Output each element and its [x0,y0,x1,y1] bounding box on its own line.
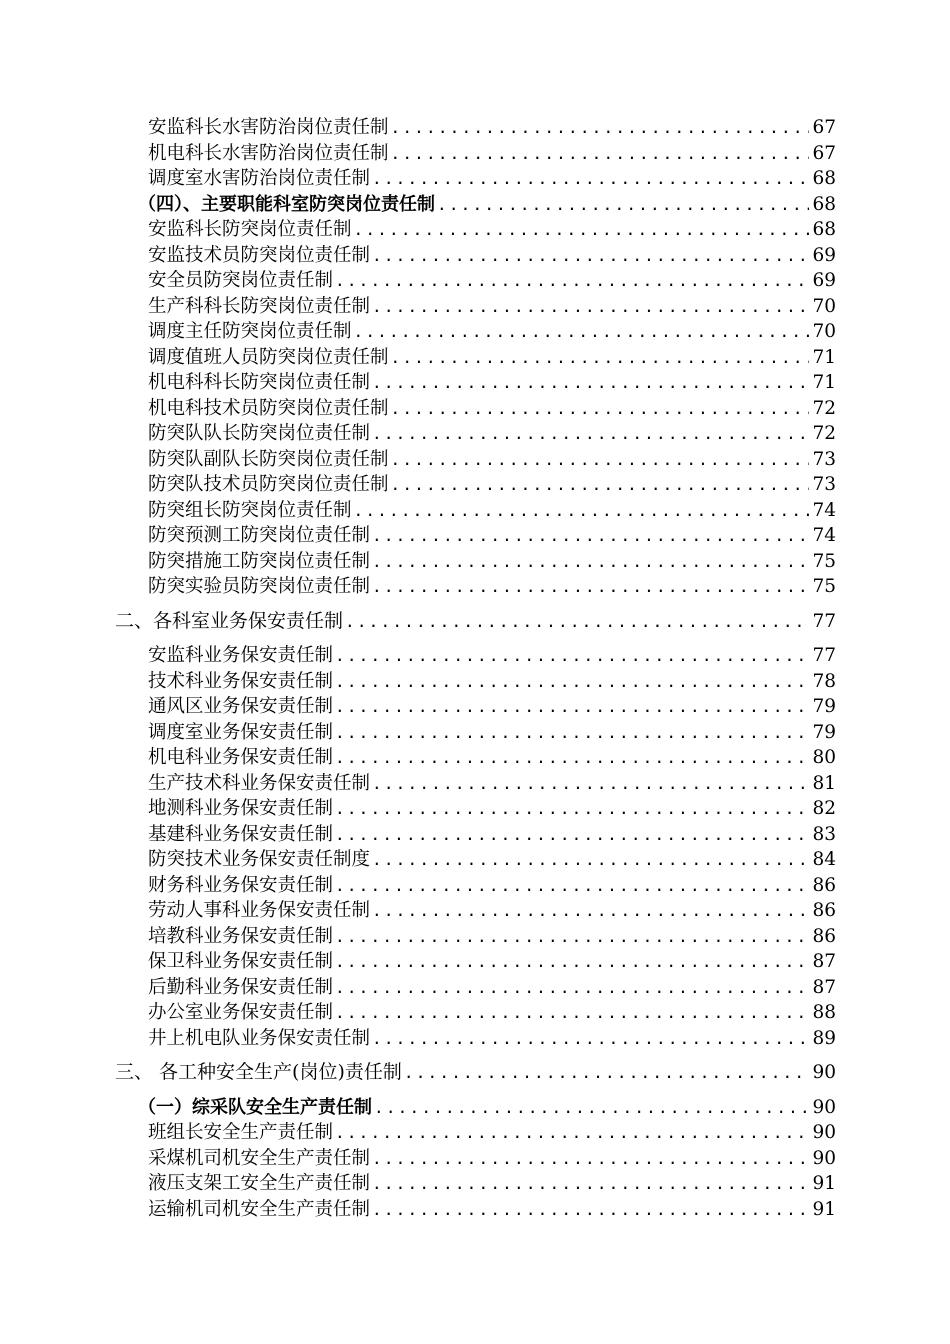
toc-entry[interactable] [0,796,950,822]
toc-entry-title: 地测科业务保安责任制 [148,798,334,819]
toc-entry-page-number: 72 [812,397,836,419]
toc-entry-title: 防突预测工防突岗位责任制 [148,525,371,546]
dot-leader [372,1197,809,1223]
toc-entry-title: 防突队技术员防突岗位责任制 [148,474,389,495]
toc-entry[interactable] [0,1060,950,1086]
toc-entry[interactable] [0,669,950,695]
toc-entry-title: 安监科业务保安责任制 [148,645,334,666]
toc-entry-title: 生产技术科业务保安责任制 [148,772,371,794]
dot-leader [391,141,810,167]
dot-leader [335,1000,809,1026]
toc-entry-page-number: 68 [812,219,836,240]
dot-leader [372,847,809,873]
toc-entry[interactable] [0,847,950,873]
toc-entry-page-number: 71 [812,372,836,393]
toc-entry[interactable] [0,243,950,269]
toc-entry-page-number: 84 [812,849,836,870]
toc-entry[interactable] [0,949,950,975]
dot-leader [345,609,809,635]
toc-entry-page-number: 72 [812,423,836,444]
toc-entry-title: 调度室水害防治岗位责任制 [148,168,371,189]
toc-entry-title: 防突措施工防突岗位责任制 [148,550,371,572]
toc-entry-title: 保卫科业务保安责任制 [148,951,334,972]
toc-entry-page-number: 90 [812,1147,836,1169]
toc-entry-page-number: 77 [812,645,836,666]
dot-leader [335,268,809,294]
toc-entry-page-number: 91 [812,1198,836,1220]
toc-entry-title: 机电科技术员防突岗位责任制 [148,397,389,419]
toc-entry[interactable] [0,574,950,600]
dot-leader [372,898,809,924]
table-of-contents [0,115,950,1222]
toc-entry[interactable] [0,345,950,371]
toc-entry-title: 基建科业务保安责任制 [148,823,334,845]
toc-entry[interactable] [0,924,950,950]
toc-entry[interactable] [0,396,950,422]
toc-entry-page-number: 74 [812,499,836,521]
dot-leader [372,771,809,797]
toc-entry-title: 液压支架工安全生产责任制 [148,1173,371,1194]
toc-entry-page-number: 75 [812,550,836,572]
toc-entry-title: 二、各科室业务保安责任制 [115,609,344,632]
toc-entry-title: 运输机司机安全生产责任制 [148,1198,371,1220]
toc-entry-page-number: 67 [812,117,836,138]
toc-entry[interactable] [0,694,950,720]
dot-leader [335,720,809,746]
toc-entry-page-number: 90 [812,1122,836,1143]
toc-entry-title: 防突实验员防突岗位责任制 [148,576,371,597]
dot-leader [372,166,809,192]
toc-entry[interactable] [0,720,950,746]
dot-leader [335,796,809,822]
toc-entry-page-number: 68 [812,168,836,189]
toc-entry-title: 财务科业务保安责任制 [148,874,334,896]
toc-entry-title: 三、 各工种安全生产(岗位)责任制 [115,1061,402,1083]
dot-leader [335,694,809,720]
toc-entry-title: 机电科业务保安责任制 [148,747,334,768]
toc-entry-title: 安监科长防突岗位责任制 [148,219,352,240]
toc-entry-title: 办公室业务保安责任制 [148,1002,334,1023]
dot-leader [335,1120,809,1146]
dot-leader [335,873,809,899]
toc-entry[interactable] [0,268,950,294]
toc-entry[interactable] [0,975,950,1001]
toc-entry-title: 防突技术业务保安责任制度 [148,849,371,870]
toc-entry-page-number: 78 [812,670,836,692]
dot-leader [391,396,810,422]
dot-leader [391,115,810,141]
toc-entry[interactable] [0,523,950,549]
dot-leader [372,523,809,549]
dot-leader [437,192,809,218]
dot-leader [391,345,810,371]
toc-entry-title: 防突队副队长防突岗位责任制 [148,448,389,470]
toc-entry[interactable] [0,421,950,447]
toc-entry-page-number: 87 [812,951,836,972]
dot-leader [335,924,809,950]
toc-entry-page-number: 80 [812,747,836,768]
toc-entry-page-number: 70 [812,321,836,342]
toc-entry[interactable] [0,873,950,899]
toc-entry-title: （一）综采队安全生产责任制 [138,1096,372,1118]
toc-entry[interactable] [0,115,950,141]
toc-entry-title: 通风区业务保安责任制 [148,696,334,717]
toc-entry-page-number: 69 [812,270,836,291]
toc-entry-title: 劳动人事科业务保安责任制 [148,900,371,921]
dot-leader [335,949,809,975]
dot-leader [335,822,809,848]
toc-entry[interactable] [0,822,950,848]
toc-entry-page-number: 82 [812,798,836,819]
toc-entry-page-number: 68 [812,193,836,215]
dot-leader [372,294,809,320]
toc-entry-page-number: 86 [812,925,836,947]
toc-entry[interactable] [0,1197,950,1223]
toc-entry-page-number: 79 [812,721,836,743]
toc-entry-title: 生产科科长防突岗位责任制 [148,295,371,317]
toc-entry-title: （四）、主要职能科室防突岗位责任制 [138,193,435,215]
toc-entry-title: 安监技术员防突岗位责任制 [148,244,371,266]
toc-entry-page-number: 83 [812,823,836,845]
toc-entry-page-number: 69 [812,244,836,266]
toc-entry[interactable] [0,1171,950,1197]
toc-entry[interactable] [0,498,950,524]
dot-leader [372,1146,809,1172]
toc-entry-page-number: 86 [812,874,836,896]
toc-entry-title: 调度主任防突岗位责任制 [148,321,352,342]
dot-leader [374,1095,809,1121]
dot-leader [354,217,810,243]
toc-entry-title: 采煤机司机安全生产责任制 [148,1147,371,1169]
toc-entry[interactable] [0,1120,950,1146]
toc-entry[interactable] [0,217,950,243]
toc-entry-title: 培教科业务保安责任制 [148,925,334,947]
toc-entry[interactable] [0,319,950,345]
dot-leader [372,421,809,447]
toc-entry[interactable] [0,472,950,498]
toc-entry-page-number: 73 [812,448,836,470]
toc-entry[interactable] [0,898,950,924]
toc-entry-title: 机电科科长防突岗位责任制 [148,372,371,393]
toc-entry-title: 井上机电队业务保安责任制 [148,1027,371,1049]
toc-entry-title: 调度室业务保安责任制 [148,721,334,743]
toc-entry-title: 安监科长水害防治岗位责任制 [148,117,389,138]
dot-leader [404,1060,810,1086]
toc-entry-page-number: 90 [812,1096,836,1118]
dot-leader [372,574,809,600]
toc-entry-page-number: 74 [812,525,836,546]
dot-leader [372,1026,809,1052]
toc-entry[interactable] [0,447,950,473]
toc-entry-page-number: 75 [812,576,836,597]
toc-entry-page-number: 88 [812,1002,836,1023]
toc-entry[interactable] [0,294,950,320]
toc-entry-page-number: 87 [812,976,836,998]
toc-entry-title: 机电科长水害防治岗位责任制 [148,142,389,164]
toc-entry[interactable] [0,370,950,396]
dot-leader [354,498,810,524]
dot-leader [335,643,809,669]
toc-entry-page-number: 70 [812,295,836,317]
toc-entry[interactable] [0,1146,950,1172]
dot-leader [372,243,809,269]
dot-leader [335,669,809,695]
toc-entry-page-number: 81 [812,772,836,794]
toc-entry-page-number: 86 [812,900,836,921]
toc-entry-page-number: 90 [812,1062,836,1083]
toc-entry-page-number: 91 [812,1173,836,1194]
toc-entry[interactable] [0,745,950,771]
toc-entry-title: 防突组长防突岗位责任制 [148,499,352,521]
toc-entry[interactable] [0,643,950,669]
dot-leader [335,745,809,771]
toc-entry[interactable] [0,1026,950,1052]
toc-entry[interactable] [0,549,950,575]
toc-entry[interactable] [0,166,950,192]
toc-entry[interactable] [0,141,950,167]
toc-entry-title: 技术科业务保安责任制 [148,670,334,692]
toc-entry-page-number: 79 [812,696,836,717]
dot-leader [354,319,810,345]
dot-leader [391,447,810,473]
toc-entry-page-number: 67 [812,142,836,164]
toc-entry-title: 防突队队长防突岗位责任制 [148,423,371,444]
toc-entry-title: 安全员防突岗位责任制 [148,270,334,291]
toc-entry[interactable] [0,1095,950,1121]
dot-leader [391,472,810,498]
dot-leader [372,370,809,396]
toc-entry[interactable] [0,192,950,218]
toc-entry[interactable] [0,609,950,635]
toc-entry-title: 调度值班人员防突岗位责任制 [148,346,389,368]
toc-entry-page-number: 71 [812,346,836,368]
toc-entry-page-number: 89 [812,1027,836,1049]
toc-entry[interactable] [0,1000,950,1026]
dot-leader [372,1171,809,1197]
dot-leader [335,975,809,1001]
toc-entry-page-number: 73 [812,474,836,495]
toc-entry-title: 班组长安全生产责任制 [148,1122,334,1143]
dot-leader [372,549,809,575]
toc-entry-page-number: 77 [812,610,836,632]
toc-entry[interactable] [0,771,950,797]
toc-entry-title: 后勤科业务保安责任制 [148,976,334,998]
